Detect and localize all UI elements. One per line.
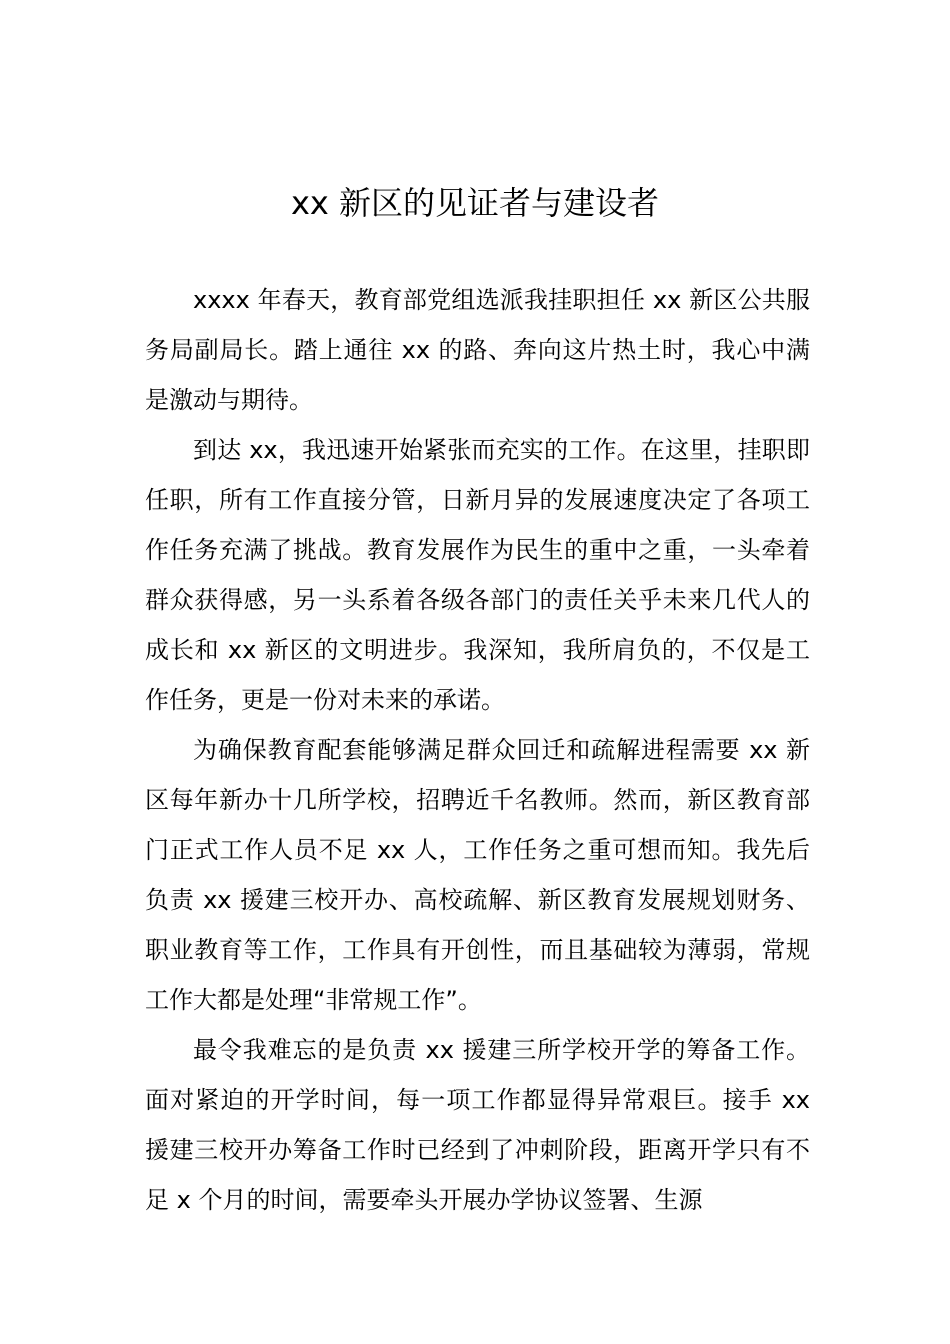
paragraph: 为确保教育配套能够满足群众回迁和疏解进程需要 xx 新区每年新办十几所学校，招聘近千名教师。然而，新区教育部门正式工作人员不足 xx 人，工作任务之重可想而知。我先后负责 xx 援建三校开办、高校疏解、新区教育发展规划财务、职业教育等工作，工作具有开创性，而且基础较为薄弱，常规工作大都是处理“非常规工作”。 [145, 736, 810, 1014]
document-body [145, 275, 810, 1225]
paragraph: 最令我难忘的是负责 xx 援建三所学校开学的筹备工作。面对紧迫的开学时间，每一项工作都显得异常艰巨。接手 xx 援建三校开办筹备工作时已经到了冲刺阶段，距离开学只有不足 x 个月的时间，需要牵头开展办学协议签署、生源 [145, 1036, 810, 1214]
paragraph: 到达 xx，我迅速开始紧张而充实的工作。在这里，挂职即任职，所有工作直接分管，日新月异的发展速度决定了各项工作任务充满了挑战。教育发展作为民生的重中之重，一头牵着群众获得感，另一头系着各级各部门的责任关乎未来几代人的成长和 xx 新区的文明进步。我深知，我所肩负的，不仅是工作任务，更是一份对未来的承诺。 [145, 436, 810, 714]
document-title: xx 新区的见证者与建设者 [290, 184, 660, 222]
paragraph: xxxx 年春天，教育部党组选派我挂职担任 xx 新区公共服务局副局长。踏上通往 xx 的路、奔向这片热土时，我心中满是激动与期待。 [145, 286, 810, 414]
